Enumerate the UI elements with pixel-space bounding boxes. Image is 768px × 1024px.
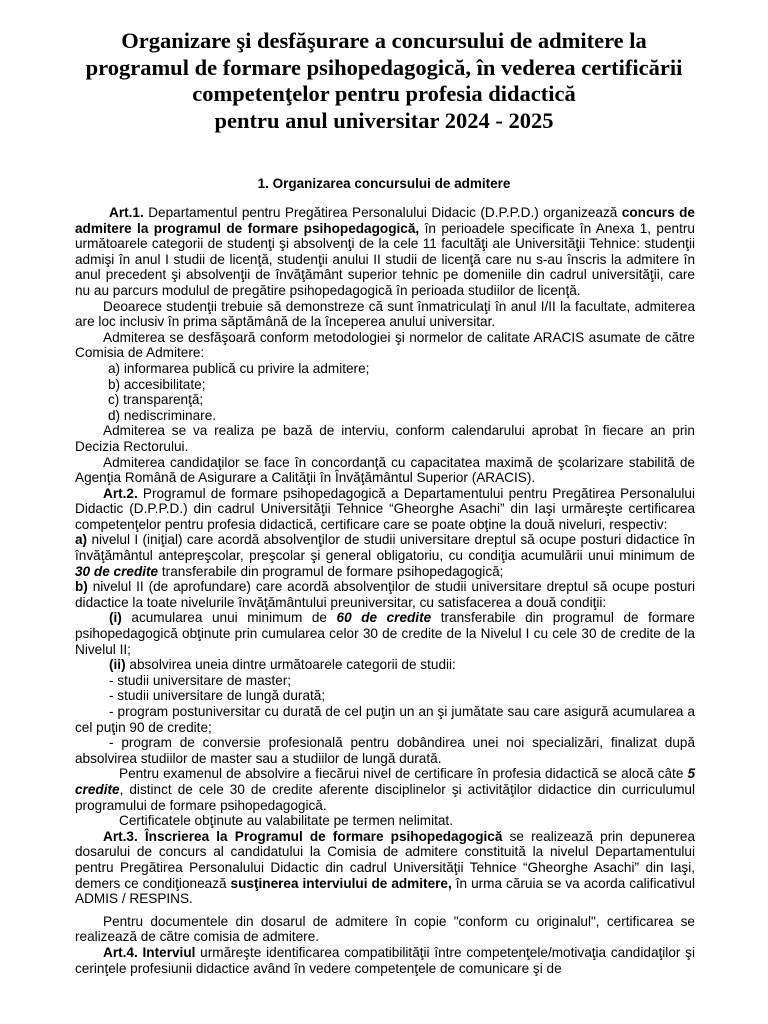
- paragraph-certificate: Certificatele obţinute au valabilitate pe termen nelimitat.: [119, 813, 453, 829]
- title-line: competenţelor pentru profesia didactică: [192, 81, 576, 106]
- art3-paragraph: [75, 829, 695, 907]
- condition-i-label: (i): [109, 610, 122, 626]
- study-item: - program de conversie profesională pentru dobândirea unei noi specializări, finalizat după absolvirea studiilor de master sau a studiilor de lungă durată.: [75, 735, 695, 766]
- exam-tail: , distinct de cele 30 de credite aferente disciplinelor şi activităţilor didactice din curriculumul programului de formare psihopedagogică.: [75, 781, 695, 813]
- paragraph-candidati: Admiterea candidaţilor se face în concordanţă cu capacitatea maximă de şcolarizare stabilită de Agenţia Română de Asigurare a Calităţii în Învăţământul Superior (ARACIS).: [75, 454, 695, 486]
- paragraph-interviu: Admiterea se va realiza pe bază de interviu, conform calendarului aprobat în fiecare an prin Decizia Rectorului.: [75, 423, 695, 454]
- paragraph-documente: Pentru documentele din dosarul de admitere în copie "conform cu originalul", certificarea se realizează de către comisia de admitere.: [75, 913, 695, 945]
- criteria-item: d) nediscriminare.: [108, 407, 217, 423]
- title-line: programul de formare psihopedagogică, în vederea certificării: [85, 54, 683, 80]
- art2-text: Programul de formare psihopedagogică a Departamentului pentru Pregătirea Personalului Didactic (D.P.P.D.) din cadrul Universităţii Tehnice “Gheorghe Asachi” din Iaşi urmăreşte certificarea competenţelor pentru profesia didactică, certificare care se poate obţine la două niveluri, respectiv:: [75, 485, 695, 532]
- condition-ii-label: (ii): [109, 657, 126, 673]
- level-a-tail: transferabile din programul de formare psihopedagogică;: [158, 563, 504, 579]
- criteria-item: a) informarea publică cu privire la admitere;: [108, 360, 370, 376]
- exam-credits: 5 credite: [75, 766, 695, 797]
- condition-i-text: acumularea unui minimum de: [121, 610, 337, 626]
- level-b-text: nivelul II (de aprofundare) care acordă absolvenţilor de studii universitare dreptul să ocupe posturi didactice la toate nivelurile învăţământului preuniversitar, cu satisfacerea a două condiţii:: [75, 579, 695, 610]
- art4-paragraph: [75, 945, 695, 976]
- section-heading: 1. Organizarea concursului de admitere: [257, 176, 511, 191]
- title-line: pentru anul universitar 2024 - 2025: [214, 107, 554, 133]
- condition-ii: [75, 657, 695, 673]
- exam-text: Pentru examenul de absolvire a fiecărui nivel de certificare în profesia didactică se alocă câte: [119, 766, 688, 782]
- criteria-item: b) accesibilitate;: [108, 376, 206, 392]
- art1-paragraph: [75, 205, 695, 299]
- art2-paragraph: [75, 486, 695, 533]
- study-item: - studii universitare de master;: [109, 672, 292, 688]
- art2-level-b: [75, 579, 695, 610]
- art4-label: Art.4.: [103, 944, 138, 960]
- spacer: [75, 907, 695, 914]
- level-a-label: a): [75, 532, 88, 548]
- art3-label: Art.3. Înscrierea la Programul de formare psihopedagogică: [103, 828, 503, 844]
- condition-i-tail: transferabile din programul de formare psihopedagogică obţinute prin cumularea celor 30 de credite de la Nivelul I cu cele 30 de credite de la Nivelul II;: [75, 610, 695, 657]
- level-b-label: b): [75, 579, 88, 595]
- paragraph-admiterea: Admiterea se desfăşoară conform metodologiei şi normelor de calitate ARACIS asumate de către Comisia de Admitere:: [75, 329, 695, 361]
- criteria-item: c) transparenţă;: [108, 392, 204, 408]
- art3-bold: susţinerea interviului de admitere,: [230, 875, 452, 891]
- art4-bold: Interviul: [137, 944, 196, 960]
- condition-ii-text: absolvirea uneia dintre următoarele categorii de studii:: [125, 657, 456, 673]
- study-item: - studii universitare de lungă durată;: [109, 688, 326, 704]
- level-a-text: nivelul I (iniţial) care acordă absolvenţilor de studii universitare dreptul să ocupe posturi didactice în învăţământul antepreşcolar, preşcolar şi general obligatoriu, cu condiţia acumulării unui minimum de: [75, 532, 695, 564]
- paragraph-exam: [75, 766, 695, 813]
- art3-text: se realizează prin depunerea dosarului de concurs al candidatului la Comisia de admitere constituită la nivelul Departamentului pentru Pregătirea Personalului Didactic din cadrul Universităţii Tehnice “Gheorghe Asachi” din Iaşi, demers ce condiţionează: [75, 828, 696, 891]
- art2-level-a: [75, 532, 695, 579]
- title-line: Organizare şi desfăşurare a concursului de admitere la: [121, 28, 647, 53]
- art1-text-rest: în perioadele specificate în Anexa 1, pentru următoarele categorii de studenţi şi absolvenţi de la cele 11 facultăţi ale Universităţii Tehnice: studenţii admişi în anul I studii de licenţă, studenţii anului II studii de licenţă care nu s-au înscris la admitere în anul precedent şi absolvenţii de învăţământ superior tehnic pe domeniile din cadrul universităţii, care nu au parcurs modulul de pregătire psihopedagogică în perioada studiilor de licenţă.: [75, 220, 695, 298]
- study-item: - program postuniversitar cu durată de cel puţin un an şi jumătate sau care asigură acumularea a cel puţin 90 de credite;: [75, 704, 695, 735]
- art3-text-rest: în urma căruia se va acorda calificativul ADMIS / RESPINS.: [75, 875, 695, 907]
- art1-label: Art.1.: [109, 205, 144, 220]
- art1-text: Departamentul pentru Pregătirea Personalului Didacic (D.P.P.D.) organizează: [143, 205, 622, 220]
- art4-text: urmăreşte identificarea compatibilităţii între competenţele/motivaţia candidaţilor şi cerinţele profesiunii didactice având în vedere competenţele de comunicare şi de: [75, 944, 695, 976]
- condition-i: [75, 610, 695, 657]
- art2-label: Art.2.: [103, 485, 138, 501]
- art1-bold: concurs de admitere la programul de formare psihopedagogică,: [75, 205, 695, 236]
- condition-i-credits: 60 de credite: [336, 610, 432, 626]
- document-title: [40, 28, 728, 134]
- document-body: [75, 205, 695, 976]
- paragraph-deoarece: Deoarece studenţii trebuie să demonstreze că sunt înmatriculaţi în anul I/II la facultate, admiterea are loc inclusiv în prima săptămână de la începerea anului universitar.: [75, 298, 695, 330]
- level-a-credits: 30 de credite: [75, 563, 159, 579]
